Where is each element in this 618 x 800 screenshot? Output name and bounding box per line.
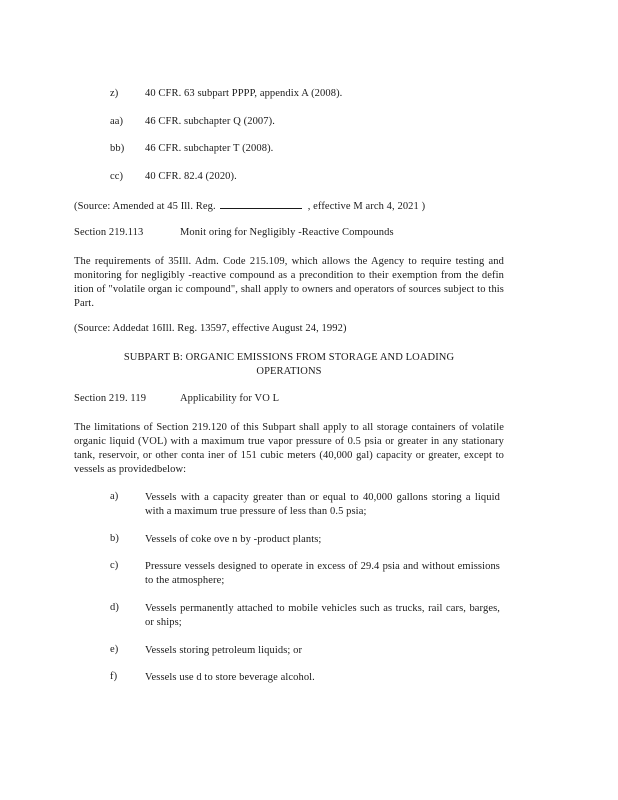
list-item-label: cc) [110,171,124,182]
section-heading [74,227,143,238]
list-item-text: 40 CFR. 82.4 (2020). [145,171,237,182]
source-note-after: , effective M arch 4, 2021 ) [307,201,426,212]
list-item-label: a) [110,491,119,502]
list-item-label: bb) [110,143,125,154]
source-note [74,199,425,212]
section-title: Applicability for VO L [180,393,280,404]
list-item-label: e) [110,644,119,655]
section-number: Section 219.113 [74,227,144,238]
section-heading [74,393,146,404]
list-item-text: Vessels of coke ove n by -product plants; [145,534,322,545]
list-item-text: Vessels permanently attached to mobile vehicles such as trucks, rail cars, barges, or ships; [145,603,500,628]
list-item-text: 46 CFR. subchapter Q (2007). [145,116,275,127]
list-item-label: c) [110,560,119,571]
list-item-text: Vessels with a capacity greater than or equal to 40,000 gallons storing a liquid with a maximum true pressure of less than 0.5 psia; [145,492,500,517]
list-item-label: b) [110,533,119,544]
list-item-text: Pressure vessels designed to operate in excess of 29.4 psia and without emissions to the atmosphere; [145,561,500,586]
section-body: The requirements of 35Ill. Adm. Code 215.109, which allows the Agency to require testing and monitoring for negligibly -reactive compound as a precondition to their exemption from the defin ition of "volatile organ ic compound", shall apply to owners and operators of sources subject to this Part. [74,256,504,309]
section-title: Monit oring for Negligibly -Reactive Compounds [180,227,394,238]
list-item-label: z) [110,88,119,99]
section-body: The limitations of Section 219.120 of this Subpart shall apply to all storage containers of volatile organic liquid (VOL) with a maximum true vapor pressure of 0.5 psia or greater in any stationary tank, reservoir, or other conta iner of 151 cubic meters (40,000 gal) capacity or greater, except to vessels as providedbelow: [74,422,504,475]
list-item-label: f) [110,671,118,682]
section-number: Section 219. 119 [74,393,147,404]
register-blank-line [220,199,302,209]
list-item-label: d) [110,602,119,613]
source-note: (Source: Addedat 16Ill. Reg. 13597, effective August 24, 1992) [74,323,347,334]
subpart-heading [74,351,504,379]
list-item-text: 46 CFR. subchapter T (2008). [145,143,274,154]
list-item-text: Vessels storing petroleum liquids; or [145,645,303,656]
list-item-text: Vessels use d to store beverage alcohol. [145,672,315,683]
source-note-before: (Source: Amended at 45 Ill. Reg. [74,201,216,212]
list-item-text: 40 CFR. 63 subpart PPPP, appendix A (2008). [145,88,343,99]
subpart-heading-line: SUBPART B: ORGANIC EMISSIONS FROM STORAGE AND LOADING [123,352,455,363]
subpart-heading-line: OPERATIONS [256,366,322,377]
list-item-label: aa) [110,116,124,127]
